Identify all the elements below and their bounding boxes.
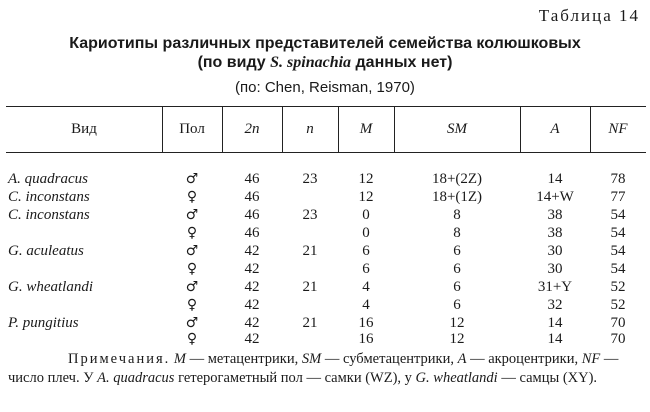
2n-cell: 42	[244, 315, 260, 331]
nf-cell: 78	[610, 171, 626, 187]
footnote-text: — число плеч. У	[8, 351, 619, 386]
nf-cell: 54	[610, 261, 626, 277]
nf-cell: 54	[610, 207, 626, 223]
2n-cell: 42	[244, 331, 260, 347]
2n-cell: 42	[244, 243, 260, 259]
m-cell: 6	[362, 243, 370, 259]
sm-cell: 12	[449, 331, 465, 347]
species-cell: G. aculeatus	[8, 243, 84, 259]
header-2n: 2n	[244, 121, 260, 137]
footnote-term: NF	[581, 351, 601, 367]
header-species: Вид	[71, 121, 97, 137]
sex-cell: ♀	[186, 297, 198, 313]
a-cell: 30	[547, 261, 563, 277]
n-cell: 21	[302, 315, 318, 331]
a-cell: 38	[547, 225, 563, 241]
n-cell: 21	[302, 279, 318, 295]
nf-cell: 52	[610, 297, 626, 313]
sex-cell: ♂	[185, 279, 199, 295]
a-cell: 38	[547, 207, 563, 223]
header-n: n	[306, 121, 314, 137]
table-row	[0, 188, 650, 206]
title-line-2	[0, 53, 650, 72]
a-cell: 32	[547, 297, 563, 313]
species-cell: C. inconstans	[8, 207, 90, 223]
footnote-term: A	[457, 351, 467, 367]
nf-cell: 54	[610, 243, 626, 259]
m-cell: 0	[362, 207, 370, 223]
nf-cell: 54	[610, 225, 626, 241]
sm-cell: 18+(2Z)	[431, 171, 483, 187]
m-cell: 4	[362, 279, 370, 295]
sex-cell: ♀	[186, 225, 198, 241]
header-a: A	[550, 121, 560, 137]
table-row	[0, 330, 650, 348]
2n-cell: 42	[244, 279, 260, 295]
title-line-2-species: S. spinachia	[270, 54, 352, 71]
sex-cell: ♂	[185, 207, 199, 223]
m-cell: 16	[358, 331, 374, 347]
m-cell: 12	[358, 189, 374, 205]
nf-cell: 70	[610, 331, 626, 347]
n-cell: 23	[302, 207, 318, 223]
table-row	[0, 278, 650, 296]
header-sm: SM	[447, 121, 467, 137]
2n-cell: 46	[244, 225, 260, 241]
table-row	[0, 224, 650, 242]
table-footnote	[8, 350, 640, 388]
footnote-text: — метацентрики,	[186, 351, 302, 367]
a-cell: 31+Y	[537, 279, 573, 295]
footnote-text: — акроцентрики,	[466, 351, 582, 367]
a-cell: 14	[547, 315, 563, 331]
nf-cell: 70	[610, 315, 626, 331]
table-title	[0, 34, 650, 72]
header-nf: NF	[608, 121, 628, 137]
n-cell: 23	[302, 171, 318, 187]
sex-cell: ♂	[185, 171, 199, 187]
table-header-rule	[6, 152, 646, 153]
2n-cell: 42	[244, 297, 260, 313]
title-line-2-pre: (по виду	[197, 54, 271, 71]
species-cell: P. pungitius	[8, 315, 79, 331]
m-cell: 4	[362, 297, 370, 313]
title-line-2-post: данных нет)	[351, 54, 453, 71]
footnote-term: M	[173, 351, 186, 367]
sex-cell: ♀	[186, 331, 198, 347]
sm-cell: 6	[453, 297, 461, 313]
species-cell: A. quadracus	[8, 171, 88, 187]
a-cell: 14	[547, 331, 563, 347]
sex-cell: ♀	[186, 261, 198, 277]
table-row	[0, 242, 650, 260]
header-sex: Пол	[179, 121, 205, 137]
m-cell: 0	[362, 225, 370, 241]
sm-cell: 8	[453, 207, 461, 223]
m-cell: 6	[362, 261, 370, 277]
table-row	[0, 260, 650, 278]
nf-cell: 52	[610, 279, 626, 295]
a-cell: 14	[547, 171, 563, 187]
table-row	[0, 170, 650, 188]
title-line-1: Кариотипы различных представителей семейства колюшковых	[69, 35, 581, 52]
2n-cell: 42	[244, 261, 260, 277]
footnote-text: — самцы (XY).	[497, 370, 598, 386]
nf-cell: 77	[610, 189, 626, 205]
sm-cell: 6	[453, 279, 461, 295]
sm-cell: 12	[449, 315, 465, 331]
2n-cell: 46	[244, 207, 260, 223]
species-cell: G. wheatlandi	[8, 279, 93, 295]
m-cell: 16	[358, 315, 374, 331]
table-row	[0, 296, 650, 314]
header-m: M	[359, 121, 373, 137]
footnote-text: — субметацентрики,	[321, 351, 458, 367]
table-top-rule	[6, 106, 646, 107]
sm-cell: 8	[453, 225, 461, 241]
table-number: Таблица 14	[538, 6, 640, 25]
footnote-label: Примечания.	[68, 351, 171, 367]
2n-cell: 46	[244, 189, 260, 205]
a-cell: 30	[547, 243, 563, 259]
sex-cell: ♂	[185, 243, 199, 259]
2n-cell: 46	[244, 171, 260, 187]
species-cell: C. inconstans	[8, 189, 90, 205]
source-citation: (по: Chen, Reisman, 1970)	[235, 79, 415, 96]
sex-cell: ♂	[185, 315, 199, 331]
table-row	[0, 206, 650, 224]
footnote-text: гетерогаметный пол — самки (WZ), у	[174, 370, 416, 386]
sm-cell: 6	[453, 243, 461, 259]
footnote-species: A. quadracus	[97, 370, 175, 386]
sex-cell: ♀	[186, 189, 198, 205]
a-cell: 14+W	[536, 189, 574, 205]
m-cell: 12	[358, 171, 374, 187]
n-cell: 21	[302, 243, 318, 259]
sm-cell: 18+(1Z)	[431, 189, 483, 205]
sm-cell: 6	[453, 261, 461, 277]
footnote-species: G. wheatlandi	[415, 370, 498, 386]
footnote-term: SM	[301, 351, 322, 367]
